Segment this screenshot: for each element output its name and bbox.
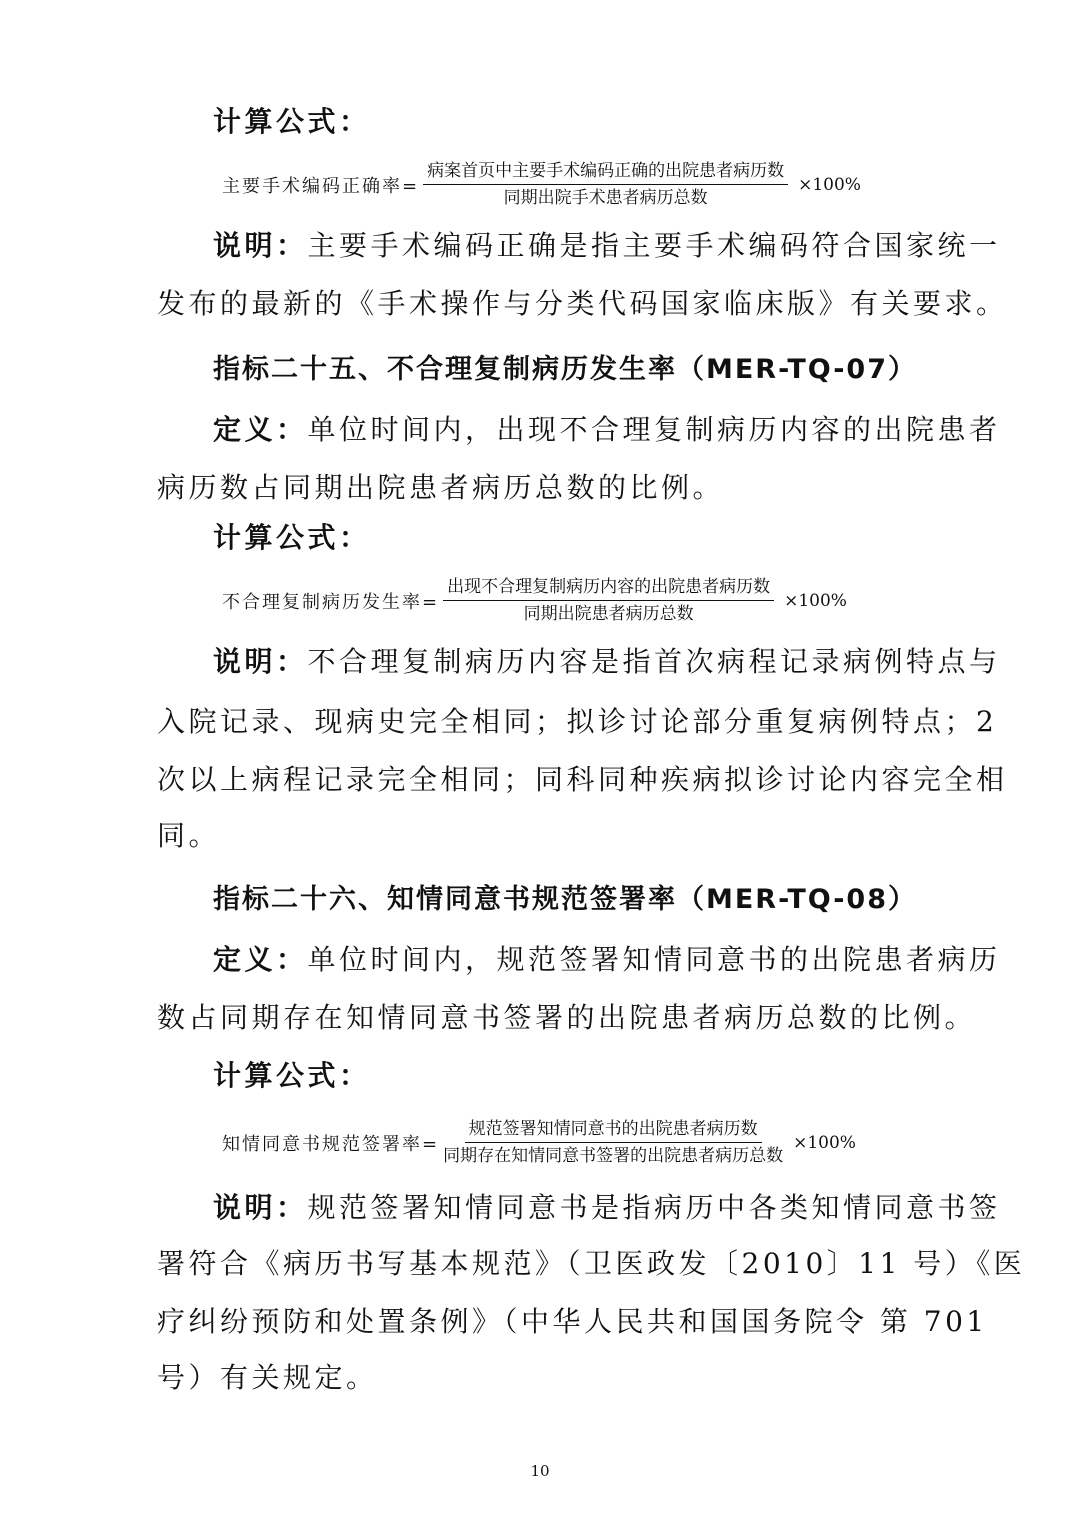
note-paragraph-line — [213, 1188, 1001, 1228]
formula-numerator: 规范签署知情同意书的出院患者病历数 — [465, 1118, 762, 1143]
formula-denominator: 同期出院手术患者病历总数 — [503, 188, 708, 208]
formula-fraction — [443, 576, 774, 625]
page-number: 10 — [530, 1462, 550, 1480]
formula-surgery-code-accuracy — [222, 160, 861, 209]
formula-label: 计算公式： — [213, 105, 371, 138]
formula-numerator: 出现不合理复制病历内容的出院患者病历数 — [443, 576, 774, 601]
definition-label: 定义： — [213, 413, 308, 446]
formula-fraction — [423, 160, 788, 209]
definition-label: 定义： — [213, 943, 308, 976]
formula-numerator: 病案首页中主要手术编码正确的出院患者病历数 — [423, 160, 788, 185]
formula-label: 计算公式： — [213, 521, 371, 554]
note-paragraph-line: 号）有关规定。 — [157, 1361, 378, 1394]
note-paragraph-line — [213, 642, 1001, 682]
formula-unreasonable-copy-rate — [222, 576, 847, 625]
definition-line: 数占同期存在知情同意书签署的出院患者病历总数的比例。 — [157, 1001, 977, 1034]
note-label: 说明： — [213, 229, 308, 262]
note-paragraph-line: 入院记录、现病史完全相同；拟诊讨论部分重复病例特点；2 — [157, 705, 998, 738]
definition-line — [213, 940, 1001, 980]
definition-line — [213, 410, 1001, 450]
note-paragraph-line: 同。 — [157, 819, 221, 852]
note-paragraph-line: 疗纠纷预防和处置条例》（中华人民共和国国务院令 第 701 — [157, 1305, 988, 1338]
definition-text: 单位时间内，出现不合理复制病历内容的出院患者 — [307, 413, 1001, 446]
note-text: 主要手术编码正确是指主要手术编码符合国家统一 — [307, 229, 1001, 262]
note-text: 不合理复制病历内容是指首次病程记录病例特点与 — [307, 645, 1001, 678]
note-text: 规范签署知情同意书是指病历中各类知情同意书签 — [307, 1191, 1001, 1224]
formula-multiplier: ×100% — [793, 1132, 856, 1153]
note-paragraph-line — [213, 226, 1001, 266]
formula-multiplier: ×100% — [798, 174, 861, 195]
formula-lhs: 主要手术编码正确率= — [222, 175, 420, 197]
formula-denominator: 同期出院患者病历总数 — [523, 604, 694, 624]
formula-lhs: 不合理复制病历发生率= — [222, 591, 440, 613]
note-paragraph-line: 署符合《病历书写基本规范》（卫医政发〔2010〕11 号）《医 — [157, 1247, 1026, 1280]
definition-text: 单位时间内，规范签署知情同意书的出院患者病历 — [307, 943, 1001, 976]
note-paragraph-line: 发布的最新的《手术操作与分类代码国家临床版》有关要求。 — [157, 287, 1008, 320]
formula-consent-signing-rate — [222, 1118, 856, 1167]
note-paragraph-line: 次以上病程记录完全相同；同科同种疾病拟诊讨论内容完全相 — [157, 763, 1008, 796]
note-label: 说明： — [213, 645, 308, 678]
indicator-25-title: 指标二十五、不合理复制病历发生率（MER-TQ-07） — [213, 354, 917, 385]
formula-label: 计算公式： — [213, 1059, 371, 1092]
note-label: 说明： — [213, 1191, 308, 1224]
indicator-26-title: 指标二十六、知情同意书规范签署率（MER-TQ-08） — [213, 884, 917, 915]
formula-lhs: 知情同意书规范签署率= — [222, 1133, 440, 1155]
definition-line: 病历数占同期出院患者病历总数的比例。 — [157, 471, 725, 504]
formula-multiplier: ×100% — [784, 590, 847, 611]
formula-fraction — [443, 1118, 783, 1167]
formula-denominator: 同期存在知情同意书签署的出院患者病历总数 — [443, 1146, 784, 1166]
